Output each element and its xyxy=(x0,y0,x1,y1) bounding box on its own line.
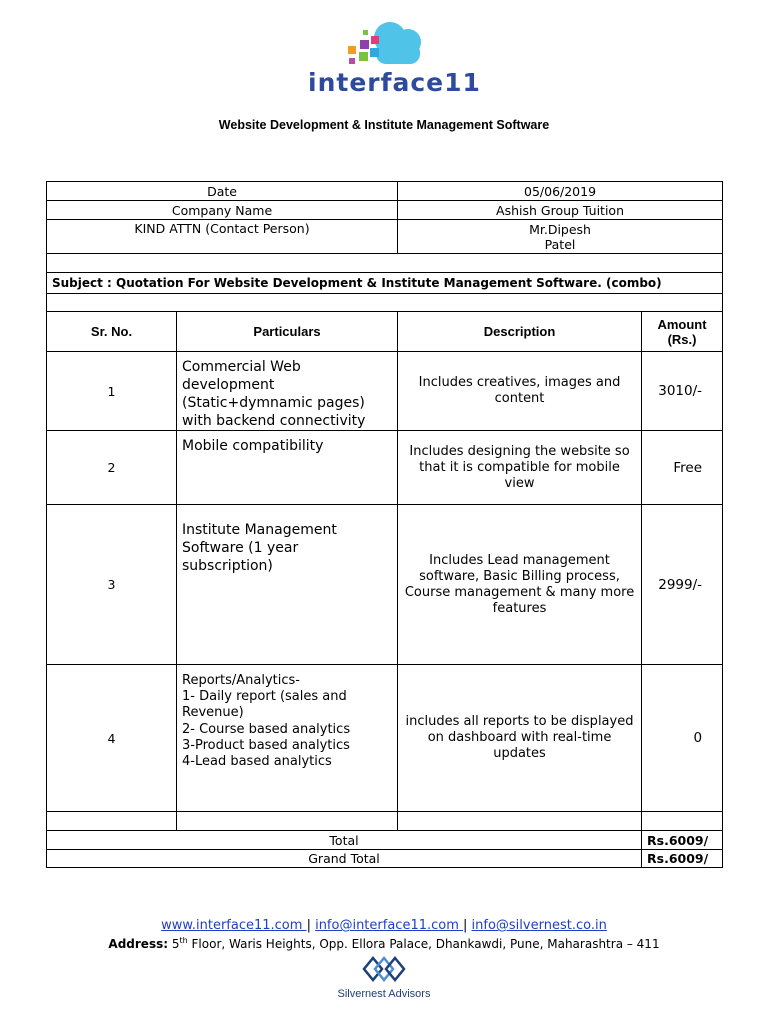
silvernest-diamond-icon xyxy=(362,956,406,982)
contact-value xyxy=(398,220,723,254)
particulars-line: 1- Daily report (sales and Revenue) xyxy=(182,689,347,721)
footer-address xyxy=(0,936,768,951)
column-header-row xyxy=(47,312,723,352)
row-amount: 3010/- xyxy=(642,352,723,431)
document-title: Website Development & Institute Management Software xyxy=(218,118,550,132)
footer-links xyxy=(0,918,768,933)
company-value: Ashish Group Tuition xyxy=(398,201,723,220)
grand-total-row xyxy=(47,850,723,868)
website-link[interactable]: www.interface11.com xyxy=(161,918,307,933)
date-value: 05/06/2019 xyxy=(398,182,723,201)
row-description: Includes creatives, images and content xyxy=(398,352,642,431)
address-label: Address: xyxy=(108,937,169,951)
row-particulars: Mobile compatibility xyxy=(177,431,398,505)
row-sr: 2 xyxy=(47,431,177,505)
amount-header-line2: (Rs.) xyxy=(667,331,697,347)
grand-total-value: Rs.6009/ xyxy=(642,850,723,868)
row-particulars-list xyxy=(177,665,398,812)
table-row xyxy=(47,505,723,665)
email-link-interface11[interactable]: info@interface11.com xyxy=(315,918,464,933)
date-label: Date xyxy=(47,182,398,201)
row-sr: 3 xyxy=(47,505,177,665)
cloud-logo-icon xyxy=(340,18,430,70)
company-logo xyxy=(304,16,481,97)
separator: | xyxy=(306,918,316,933)
row-description: Includes Lead management software, Basic Billing process, Course management & many more features xyxy=(398,505,642,665)
spacer-row xyxy=(47,812,723,831)
sr-header: Sr. No. xyxy=(47,312,177,352)
contact-first-name: Mr.Dipesh xyxy=(529,221,591,237)
company-row xyxy=(47,201,723,220)
subject-text: Subject : Quotation For Website Development & Institute Management Software. (combo) xyxy=(47,273,723,294)
row-sr: 1 xyxy=(47,352,177,431)
row-particulars: Institute Management Software (1 year subscription) xyxy=(177,505,398,665)
table-row xyxy=(47,352,723,431)
table-row xyxy=(47,431,723,505)
spacer-row xyxy=(47,254,723,273)
company-label: Company Name xyxy=(47,201,398,220)
silvernest-text: Silvernest Advisors xyxy=(337,988,431,1000)
total-value: Rs.6009/ xyxy=(642,831,723,850)
email-link-silvernest[interactable]: info@silvernest.co.in xyxy=(471,918,607,933)
amount-header xyxy=(642,312,723,352)
total-row xyxy=(47,831,723,850)
spacer-row xyxy=(47,294,723,312)
contact-label: KIND ATTN (Contact Person) xyxy=(47,220,398,254)
quotation-table xyxy=(46,181,723,868)
particulars-line: 3-Product based analytics xyxy=(182,737,350,753)
particulars-line: 2- Course based analytics xyxy=(182,721,351,737)
address-floor-number: 5 xyxy=(171,937,180,951)
row-amount: Free xyxy=(642,431,723,505)
particulars-line: 4-Lead based analytics xyxy=(182,754,332,770)
row-description: includes all reports to be displayed on dashboard with real-time updates xyxy=(398,665,642,812)
grand-total-label: Grand Total xyxy=(47,850,642,868)
table-row xyxy=(47,665,723,812)
address-floor-suffix: th xyxy=(179,936,188,945)
amount-header-line1: Amount xyxy=(657,316,707,332)
particulars-line: Reports/Analytics- xyxy=(182,673,300,688)
logo-text: interface11 xyxy=(308,68,481,97)
contact-last-name: Patel xyxy=(544,236,576,252)
subject-row xyxy=(47,273,723,294)
row-amount: 2999/- xyxy=(642,505,723,665)
row-particulars: Commercial Web development (Static+dymnamic pages) with backend connectivity xyxy=(177,352,398,431)
separator: | xyxy=(463,918,472,933)
description-header: Description xyxy=(398,312,642,352)
particulars-header: Particulars xyxy=(177,312,398,352)
silvernest-logo xyxy=(334,956,434,1000)
total-label: Total xyxy=(47,831,642,850)
date-row xyxy=(47,182,723,201)
contact-row xyxy=(47,220,723,254)
row-sr: 4 xyxy=(47,665,177,812)
row-amount: 0 xyxy=(642,665,723,812)
row-description: Includes designing the website so that it is compatible for mobile view xyxy=(398,431,642,505)
address-text: Floor, Waris Heights, Opp. Ellora Palace, Dhankawdi, Pune, Maharashtra – 411 xyxy=(187,937,660,951)
